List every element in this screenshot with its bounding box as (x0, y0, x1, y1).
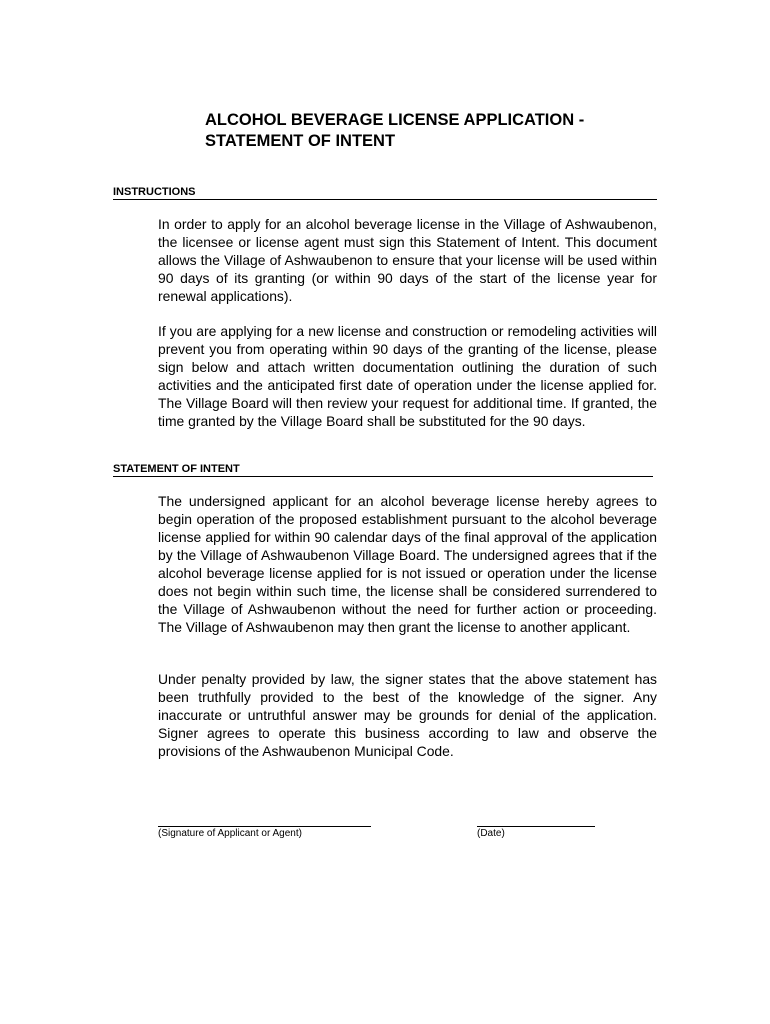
title-line-1: ALCOHOL BEVERAGE LICENSE APPLICATION - (205, 111, 585, 129)
date-label: (Date) (477, 828, 505, 839)
date-line[interactable] (477, 826, 595, 827)
instructions-paragraph-2: If you are applying for a new license and construction or remodeling activities will prevent you from operating within 90 days of the granting of the license, please sign below and attach written documentation outlining the duration of such activities and the anticipated first date of operation under the license applied for. The Village Board will then review your request for additional time. If granted, the time granted by the Village Board shall be substituted for the 90 days. (158, 323, 657, 429)
instructions-paragraph-1: In order to apply for an alcohol beverage license in the Village of Ashwaubenon, the licensee or license agent must sign this Statement of Intent. This document allows the Village of Ashwaubenon to ensure that your license will be used within 90 days of its granting (or within 90 days of the start of the license year for renewal applications). (158, 216, 657, 304)
statement-paragraph-1: The undersigned applicant for an alcohol beverage license hereby agrees to begin operation of the proposed establishment pursuant to the alcohol beverage license applied for within 90 calendar days of the final approval of the application by the Village of Ashwaubenon Village Board. The undersigned agrees that if the alcohol beverage license applied for is not issued or operation under the license does not begin within such time, the license shall be considered surrendered to the Village of Ashwaubenon without the need for further action or proceeding. The Village of Ashwaubenon may then grant the license to another applicant. (158, 493, 657, 635)
statement-heading: STATEMENT OF INTENT (113, 463, 653, 477)
page-title (205, 110, 685, 152)
signature-line[interactable] (158, 826, 371, 827)
signature-label: (Signature of Applicant or Agent) (158, 828, 302, 839)
statement-paragraph-2: Under penalty provided by law, the signer states that the above statement has been truthfully provided to the best of the knowledge of the signer. Any inaccurate or untruthful answer may be grounds for denial of the application. Signer agrees to operate this business according to law and observe the provisions of the Ashwaubenon Municipal Code. (158, 671, 657, 759)
instructions-heading: INSTRUCTIONS (113, 186, 657, 200)
title-line-2: STATEMENT OF INTENT (205, 132, 396, 150)
